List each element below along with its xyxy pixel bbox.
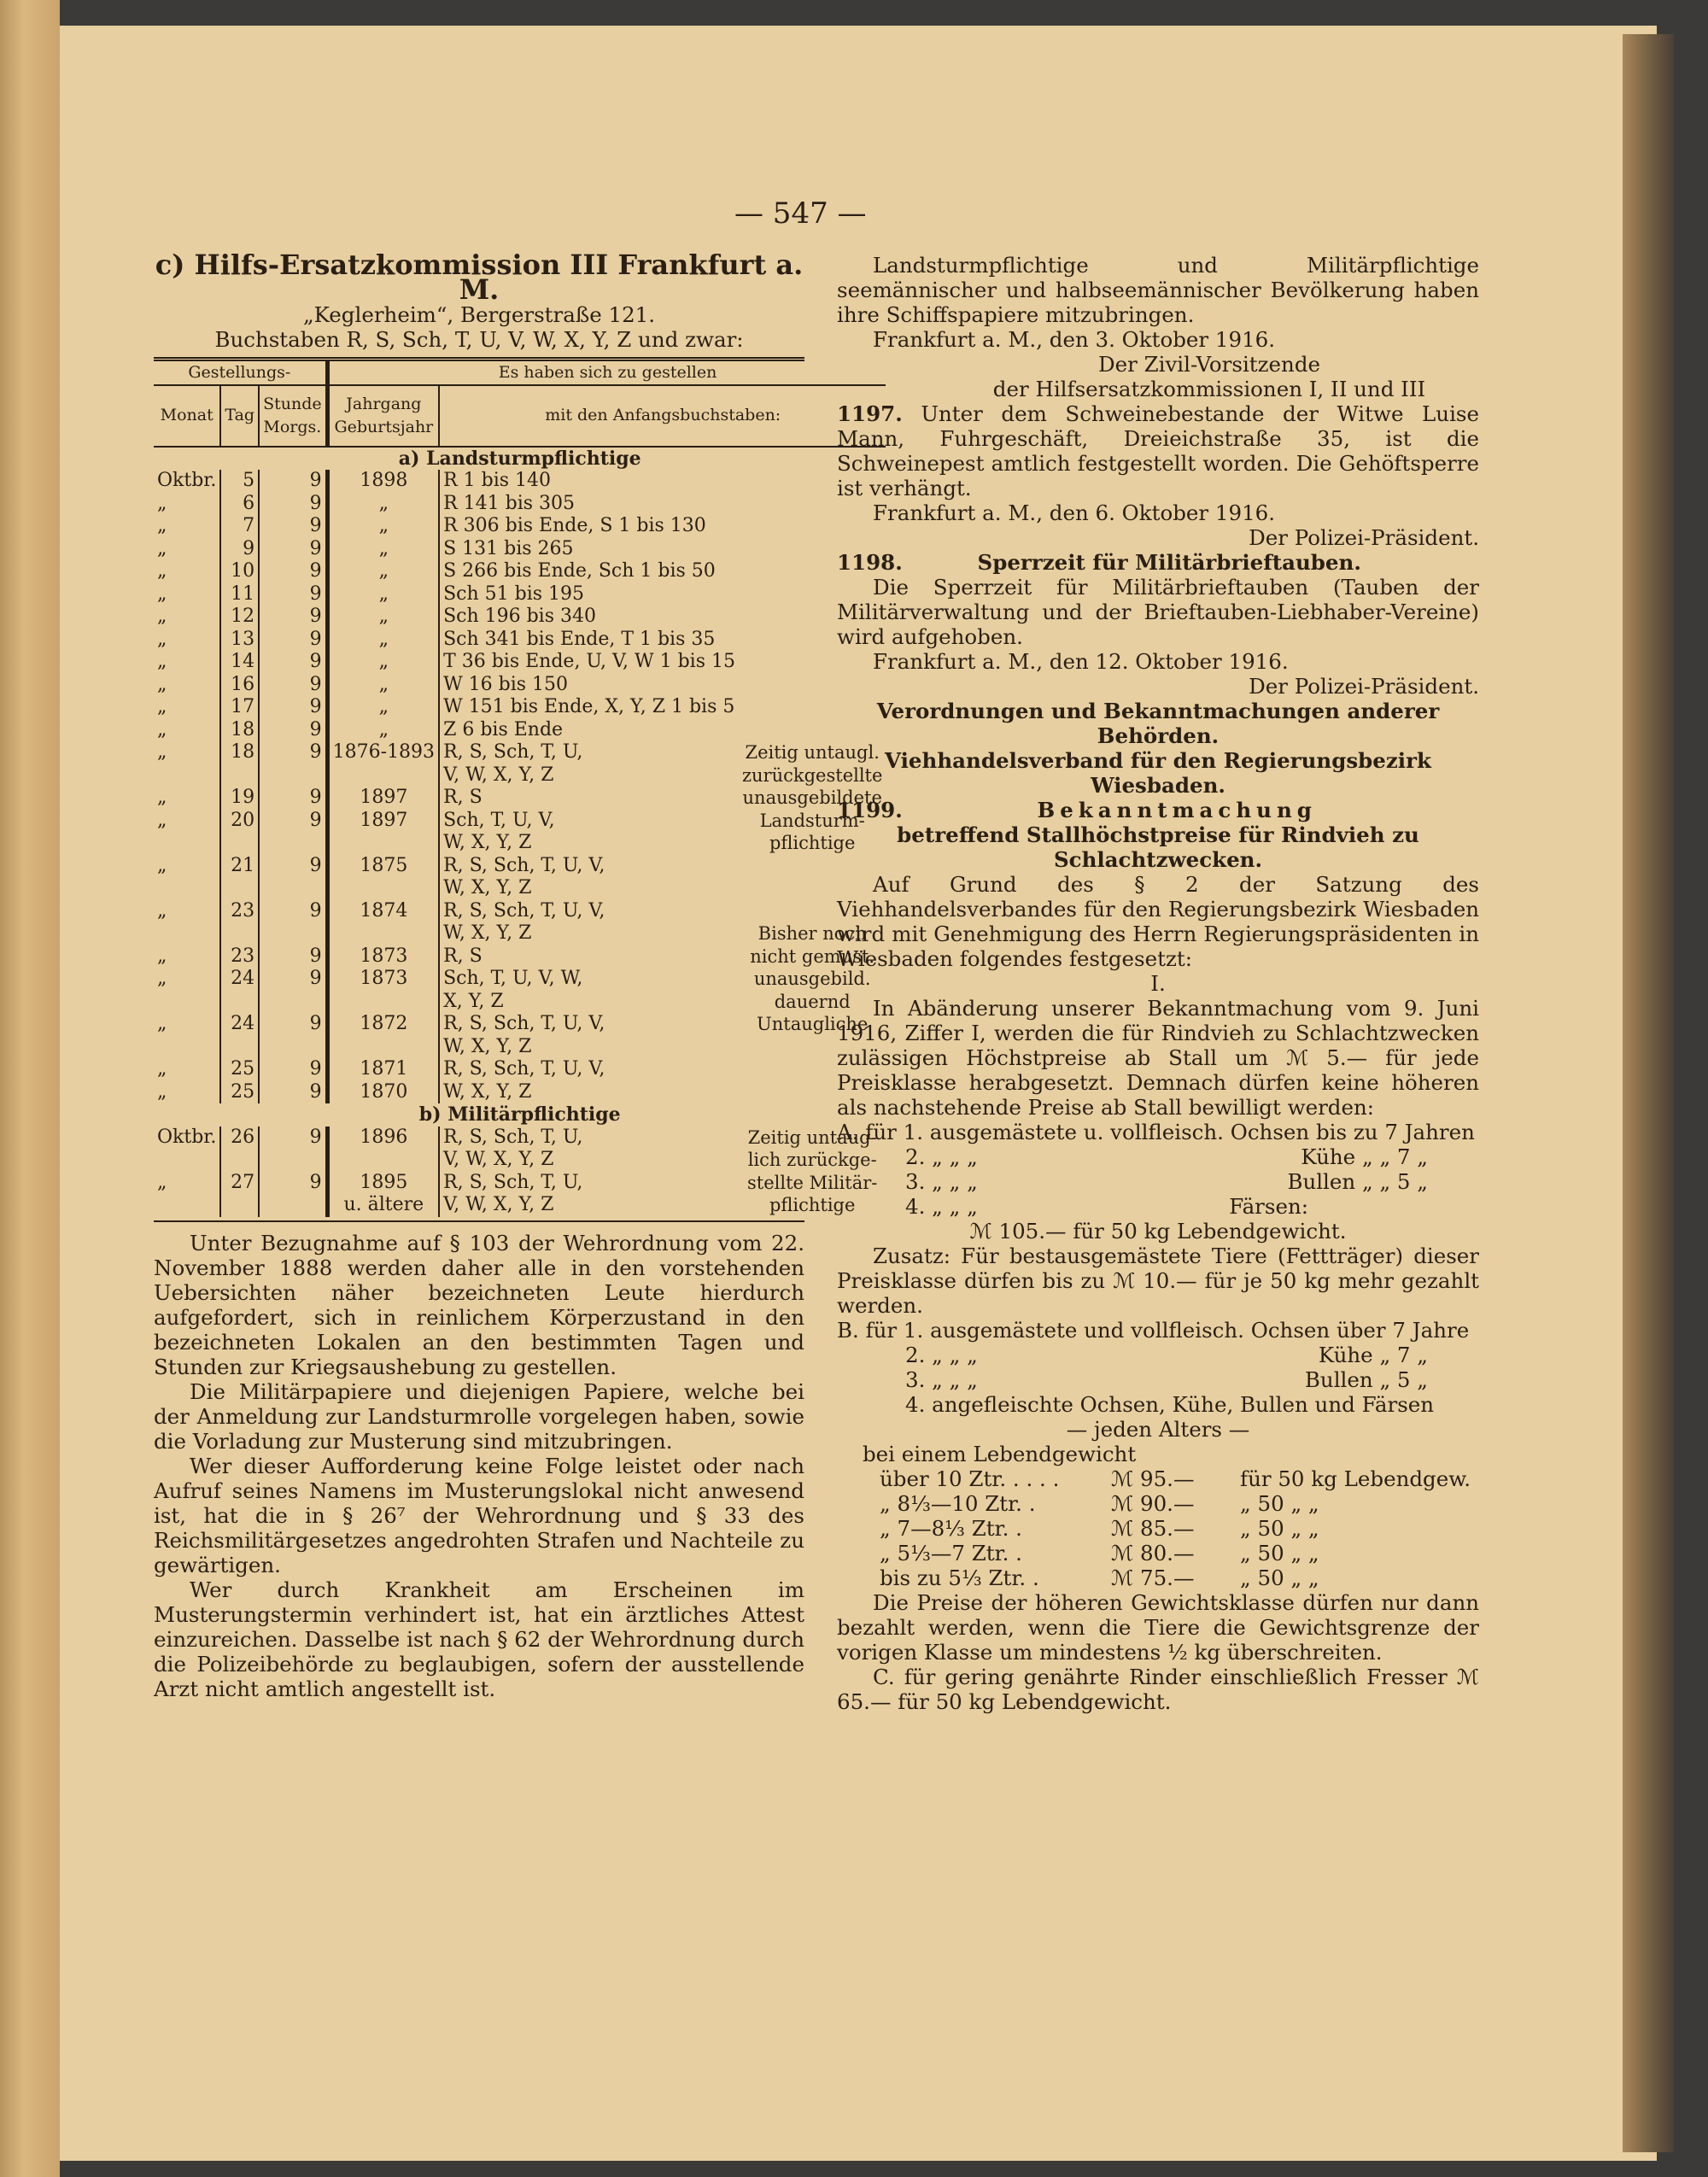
cell-month: „ [157,696,167,717]
cell-letters: Sch 51 bis 195 [439,583,739,606]
weight-row [880,1565,1479,1590]
weight-row [880,1516,1479,1541]
cell-day [220,1036,259,1059]
schedule-row [154,651,886,674]
weight-unit: „ 50 „ „ [1240,1541,1319,1565]
cell-year: „ [327,560,439,583]
cell-hour [259,922,327,945]
cell-year: 1870 [327,1081,439,1104]
cell-note: pflichtige [769,1195,856,1215]
cell-hour: 9 [259,900,327,923]
cell-day: 23 [220,900,259,923]
cell-day: 23 [220,945,259,969]
cell-hour: 9 [259,583,327,606]
cell-day [220,877,259,900]
cell-hour: 9 [259,787,327,810]
cell-year: 1896 [327,1127,439,1150]
weight-class: „ 8⅓—10 Ztr. . [880,1491,1036,1516]
price-a3-left: 3. „ „ „ [905,1169,978,1194]
cell-month [154,877,220,900]
cell-letters: R, S, Sch, T, U, V, [439,900,739,923]
cell-year: 1875 [327,855,439,878]
cell-day: 24 [220,968,259,991]
notice-number-1199: 1199. [837,798,903,822]
price-b2-left: 2. „ „ „ [905,1343,978,1367]
weight-unit: „ 50 „ „ [1240,1565,1319,1590]
cell-month: „ [157,1013,167,1034]
cell-letters: R, S, Sch, T, U, V, [439,855,739,878]
schedule-row [154,855,886,878]
cell-year [327,1036,439,1059]
cell-year [327,991,439,1014]
cell-year: 1876-1893 [327,741,439,764]
section-a-rows [154,470,886,1103]
weight-price: ℳ 75.— [1111,1565,1195,1590]
cell-letters: R 1 bis 140 [439,470,739,493]
price-b3-right: Bullen „ 5 „ [1304,1367,1428,1392]
cell-hour: 9 [259,741,327,764]
cell-month: „ [157,515,167,536]
weight-price: ℳ 80.— [1111,1541,1195,1565]
schedule-row [154,787,886,810]
cell-month [154,764,220,787]
cell-day [220,991,259,1014]
price-a3-right: Bullen „ „ 5 „ [1287,1169,1428,1194]
cell-year: „ [327,493,439,516]
notice-1199-subtitle: betreffend Stallhöchstpreise für Rindvieh zu Schlachtzwecken. [897,822,1419,872]
commission-heading: c) Hilfs-Ersatzkommission III Frankfurt a. M. [155,249,804,306]
cell-year: 1873 [327,968,439,991]
cell-note: unausgebildete [742,787,882,808]
price-a4-right: Färsen: [1229,1194,1308,1219]
cell-month: „ [157,492,167,514]
cell-note: stellte Militär- [747,1172,878,1193]
cell-hour: 9 [259,493,327,516]
weight-unit: „ 50 „ „ [1240,1491,1319,1516]
weight-class: über 10 Ztr. . . . . [880,1466,1060,1491]
weight-class: „ 7—8⅓ Ztr. . [880,1516,1022,1541]
cell-month: „ [157,628,167,650]
cell-year [327,764,439,787]
cell-day: 9 [220,538,259,561]
cell-letters: W, X, Y, Z [439,877,739,900]
cell-note: nicht gemust. [750,945,875,967]
cell-hour: 9 [259,538,327,561]
cell-day: 21 [220,855,259,878]
cell-day: 20 [220,810,259,833]
cell-year: u. ältere [327,1194,439,1217]
schedule-row [154,1058,886,1081]
price-a4 [837,1194,1479,1219]
cell-year: 1897 [327,810,439,833]
price-b3-left: 3. „ „ „ [905,1367,978,1392]
cell-day: 11 [220,583,259,606]
cell-letters: Sch 196 bis 340 [439,606,739,629]
notice-1199-intro: Auf Grund des § 2 der Satzung des Viehhandelsverbandes für den Regierungsbezirk Wiesbaden wird mit Genehmigung des Herrn Regierungspräsidenten in Wiesbaden folgendes festgesetzt: [837,872,1479,971]
cell-letters: R, S, Sch, T, U, [439,741,739,764]
cell-letters: V, W, X, Y, Z [439,1194,739,1217]
price-a1: A. für 1. ausgemästete u. vollfleisch. Ochsen bis zu 7 Jahren [837,1120,1475,1144]
cell-month: Oktbr. [157,1126,217,1148]
cell-note: Zeitig untaug- [747,1127,877,1148]
cell-letters: W, X, Y, Z [439,1081,739,1104]
header-es-haben: Es haben sich zu gestellen [327,361,886,385]
cell-note: unausgebild. [753,969,871,989]
cell-letters: S 266 bis Ende, Sch 1 bis 50 [439,560,739,583]
cell-day: 26 [220,1127,259,1150]
cell-day: 27 [220,1172,259,1195]
page-edges [1623,34,1674,2152]
cell-year: „ [327,651,439,674]
notice-1199-title: Bekanntmachung [1037,798,1317,822]
cell-day: 18 [220,719,259,742]
price-a-value: ℳ 105.— für 50 kg Lebendgewicht. [969,1219,1347,1244]
cell-letters: V, W, X, Y, Z [439,764,739,787]
cell-letters: R, S [439,945,739,969]
schedule-row [154,922,886,945]
cell-year: 1895 [327,1172,439,1195]
table-bottom-rule [154,1220,804,1222]
notice-1197-text: Unter dem Schweinebestande der Witwe Luise Mann, Fuhrgeschäft, Dreieichstraße 35, ist die Schweinepest amtlich festgestellt worden. Die Gehöftsperre ist verhängt. [837,401,1479,500]
price-b2-right: Kühe „ 7 „ [1318,1343,1428,1367]
cell-letters: R, S, Sch, T, U, [439,1127,739,1150]
schedule-row [154,991,886,1014]
schedule-row [154,810,886,833]
header-monat: Monat [154,385,220,447]
paragraph-militaerpapiere: Die Militärpapiere und diejenigen Papiere, welche bei der Anmeldung zur Landsturmrolle vorgelegen haben, sowie die Vorladung zur Musterung sind mitzubringen. [154,1378,804,1454]
cell-day: 14 [220,651,259,674]
price-a2 [837,1144,1479,1169]
schedule-row [154,696,886,719]
cell-month: „ [157,651,167,672]
cell-letters: W, X, Y, Z [439,832,739,855]
cell-letters: R, S, Sch, T, U, V, [439,1013,739,1036]
schedule-row [154,1172,886,1195]
schedule-row [154,560,886,583]
cell-hour [259,832,327,855]
notice-number-1197: 1197. [837,401,903,426]
notice-number-1198: 1198. [837,550,903,575]
cell-day [220,832,259,855]
cell-hour [259,991,327,1014]
cell-day [220,1194,259,1217]
cell-month: „ [157,1080,167,1103]
header-stunde: Stunde Morgs. [259,385,327,447]
schedule-row [154,832,886,855]
cell-day [220,922,259,945]
cell-note: dauernd [774,991,851,1012]
price-a2-right: Kühe „ „ 7 „ [1301,1144,1428,1169]
book-spine [0,0,60,2177]
cell-hour: 9 [259,515,327,538]
cell-hour [259,877,327,900]
cell-hour [259,1149,327,1172]
cell-hour: 9 [259,629,327,652]
cell-day: 12 [220,606,259,629]
cell-day: 19 [220,787,259,810]
schedule-row [154,1194,886,1217]
cell-month: „ [157,809,167,831]
signature-polizei-1: Der Polizei-Präsident. [1249,525,1479,550]
cell-month: „ [157,899,167,922]
cell-year: 1897 [327,787,439,810]
weight-unit: „ 50 „ „ [1240,1516,1319,1541]
schedule-row [154,1127,886,1150]
cell-day: 16 [220,674,259,697]
cell-letters: R 306 bis Ende, S 1 bis 130 [439,515,739,538]
cell-month: „ [157,854,167,876]
weight-unit: für 50 kg Lebendgew. [1240,1466,1471,1491]
cell-day: 6 [220,493,259,516]
cell-year: „ [327,629,439,652]
cell-hour: 9 [259,1013,327,1036]
header-tag: Tag [220,385,259,447]
cell-letters: R, S, Sch, T, U, [439,1172,739,1195]
roman-numeral: I. [1150,971,1166,996]
schedule-row [154,719,886,742]
cell-hour [259,764,327,787]
cell-day: 18 [220,741,259,764]
cell-note: Bisher noch [757,923,867,944]
weight-row [880,1491,1479,1516]
section-b-rows [154,1127,886,1217]
schedule-row [154,470,886,493]
zusatz-text: Zusatz: Für bestausgemästete Tiere (Fettträger) dieser Preisklasse dürfen bis zu ℳ 10.— für je 50 kg mehr gezahlt werden. [837,1244,1479,1318]
cell-letters: X, Y, Z [439,991,739,1014]
cell-year: „ [327,538,439,561]
weight-row [880,1541,1479,1565]
cell-hour: 9 [259,674,327,697]
price-b1: B. für 1. ausgemästete und vollfleisch. Ochsen über 7 Jahre [837,1318,1470,1343]
cell-month: „ [157,718,167,740]
cell-letters: R 141 bis 305 [439,493,739,516]
letters-line: Buchstaben R, S, Sch, T, U, V, W, X, Y, Z und zwar: [214,327,744,352]
price-c: C. für gering genährte Rinder einschließlich Fresser ℳ 65.— für 50 kg Lebendgewicht. [837,1665,1479,1714]
cell-day [220,1149,259,1172]
cell-letters: T 36 bis Ende, U, V, W 1 bis 15 [439,651,739,674]
cell-letters: Sch 341 bis Ende, T 1 bis 35 [439,629,739,652]
page-number: — 547 — [734,196,867,231]
weight-class: bis zu 5⅓ Ztr. . [880,1565,1039,1590]
cell-hour: 9 [259,719,327,742]
cell-hour: 9 [259,606,327,629]
cell-note: Untaugliche [757,1014,869,1034]
schedule-row [154,493,886,516]
cell-year: 1898 [327,470,439,493]
price-a3 [837,1169,1479,1194]
weight-price: ℳ 85.— [1111,1516,1195,1541]
schedule-row [154,538,886,561]
notice-1198-title: Sperrzeit für Militärbrieftauben. [977,550,1361,575]
schedule-row [154,515,886,538]
cell-day: 17 [220,696,259,719]
schedule-table [154,361,886,1217]
schedule-row [154,674,886,697]
cell-year: „ [327,583,439,606]
cell-month: „ [157,560,167,582]
cell-letters: V, W, X, Y, Z [439,1149,739,1172]
schedule-row [154,900,886,923]
cell-letters: Sch, T, U, V, [439,810,739,833]
location-line: „Keglerheim“, Bergerstraße 121. [302,302,656,327]
cell-month [154,991,220,1014]
cell-letters: Sch, T, U, V, W, [439,968,739,991]
cell-letters: W 16 bis 150 [439,674,739,697]
schedule-row [154,583,886,606]
cell-hour: 9 [259,560,327,583]
price-b2 [837,1343,1479,1367]
cell-letters: S 131 bis 265 [439,538,739,561]
cell-hour: 9 [259,1058,327,1081]
weight-row [880,1466,1479,1491]
cell-day: 10 [220,560,259,583]
cell-note: lich zurückge- [747,1150,877,1170]
cell-year: 1871 [327,1058,439,1081]
cell-month: „ [157,1058,167,1080]
cell-month: „ [157,945,167,967]
cell-hour: 9 [259,470,327,493]
cell-hour: 9 [259,945,327,969]
schedule-row [154,629,886,652]
cell-hour: 9 [259,651,327,674]
cell-hour: 9 [259,1172,327,1195]
cell-day [220,764,259,787]
cell-year [327,877,439,900]
paragraph-krankheit: Wer durch Krankheit am Erscheinen im Musterungstermin verhindert ist, hat ein ärztliches Attest einzureichen. Dasselbe ist nach § 62 der Wehrordnung durch die Polizeibehörde zu beglaubigen, sofern der ausstellende Arzt nicht amtlich angestellt ist. [154,1577,804,1701]
cell-year: 1872 [327,1013,439,1036]
cell-month: „ [157,606,167,627]
price-b-intro: bei einem Lebendgewicht [863,1442,1137,1466]
cell-hour [259,1036,327,1059]
weight-price-list [837,1466,1479,1590]
price-a4-left: 4. „ „ „ [905,1194,978,1219]
header-anfangsbuchstaben: mit den Anfangsbuchstaben: [439,385,886,447]
price-b4: 4. angefleischte Ochsen, Kühe, Bullen und Färsen [905,1392,1435,1417]
schedule-row [154,945,886,969]
cell-note: pflichtige [769,833,856,853]
cell-year [327,922,439,945]
schedule-row [154,1149,886,1172]
header-gestellungs: Gestellungs- [154,361,327,385]
cell-year: „ [327,606,439,629]
schedule-row [154,1013,886,1036]
cell-year: „ [327,515,439,538]
cell-year: „ [327,719,439,742]
cell-month: „ [157,787,167,808]
cell-year: 1873 [327,945,439,969]
paragraph-gewichtsgrenze: Die Preise der höheren Gewichtsklasse dürfen nur dann bezahlt werden, wenn die Tiere die Gewichtsgrenze der vorigen Klasse um mindestens ½ kg überschreiten. [837,1590,1479,1665]
cell-year: „ [327,696,439,719]
cell-month: Oktbr. [157,470,217,491]
cell-day: 13 [220,629,259,652]
date-6-oktober: Frankfurt a. M., den 6. Oktober 1916. [873,500,1276,525]
date-12-oktober: Frankfurt a. M., den 12. Oktober 1916. [873,649,1289,674]
cell-letters: Z 6 bis Ende [439,719,739,742]
cell-month [154,1036,220,1059]
schedule-row [154,1081,886,1104]
notice-1198-heading [837,550,1479,575]
cell-hour: 9 [259,1081,327,1104]
cell-day: 25 [220,1081,259,1104]
schedule-row [154,741,886,764]
schedule-row [154,606,886,629]
signature-hilfsersatz: der Hilfsersatzkommissionen I, II und III [992,377,1426,401]
cell-day: 25 [220,1058,259,1081]
cell-letters: W, X, Y, Z [439,922,739,945]
cell-month [154,922,220,945]
price-b4-alters: — jeden Alters — [1066,1417,1250,1442]
cell-note: Zeitig untaugl. [745,742,880,763]
cell-month: „ [157,582,167,605]
cell-letters: R, S, Sch, T, U, V, [439,1058,739,1081]
section-a-heading: a) Landsturmpflichtige [398,447,641,470]
cell-day: 5 [220,470,259,493]
schedule-row [154,968,886,991]
cell-day: 7 [220,515,259,538]
paragraph-aufforderung: Wer dieser Aufforderung keine Folge leistet oder nach Aufruf seines Namens im Musterungslokal nicht anwesend ist, hat die in § 26⁷ der Wehrordnung und § 33 des Reichsmilitärgesetzes angedrohten Strafen und Nachteile zu gewärtigen. [154,1453,804,1577]
cell-month [154,1149,220,1172]
price-a2-left: 2. „ „ „ [905,1144,978,1169]
cell-month: „ [157,673,167,695]
cell-letters: R, S [439,787,739,810]
cell-hour: 9 [259,1127,327,1150]
header-jahrgang: Jahrgang Geburtsjahr [327,385,439,447]
weight-price: ℳ 95.— [1111,1466,1195,1491]
section-verordnungen: Verordnungen und Bekanntmachungen anderer Behörden. [876,699,1440,748]
cell-hour: 9 [259,855,327,878]
cell-month: „ [157,741,167,763]
schedule-row [154,764,886,787]
notice-1199-heading [837,798,1479,822]
cell-hour: 9 [259,810,327,833]
paragraph-seemaennisch: Landsturmpflichtige und Militärpflichtige seemännischer und halbseemännischer Bevölkerung haben ihre Schiffspapiere mitzubringen. [837,253,1479,327]
cell-letters: W, X, Y, Z [439,1036,739,1059]
cell-hour [259,1194,327,1217]
cell-month [154,832,220,855]
schedule-row [154,1036,886,1059]
weight-price: ℳ 90.— [1111,1491,1195,1516]
paragraph-abaenderung: In Abänderung unserer Bekanntmachung vom 9. Juni 1916, Ziffer I, werden die für Rindvieh zu Schlachtzwecken zulässigen Höchstpreise ab Stall um ℳ 5.— für jede Preisklasse herabgesetzt. Demnach dürfen keine höheren als nachstehende Preise ab Stall bewilligt werden: [837,996,1479,1120]
cell-note: Landsturm- [759,810,865,831]
cell-year [327,832,439,855]
cell-year: 1874 [327,900,439,923]
date-3-oktober: Frankfurt a. M., den 3. Oktober 1916. [873,327,1276,352]
cell-month [154,1194,220,1217]
cell-year [327,1149,439,1172]
cell-year: „ [327,674,439,697]
cell-month: „ [157,1171,167,1193]
cell-letters: W 151 bis Ende, X, Y, Z 1 bis 5 [439,696,739,719]
signature-polizei-2: Der Polizei-Präsident. [1249,674,1479,699]
schedule-row [154,877,886,900]
price-b3 [837,1367,1479,1392]
right-column [837,253,1479,1714]
cell-hour: 9 [259,696,327,719]
notice-1197 [837,401,1479,500]
viehhandelsverband-heading: Viehhandelsverband für den Regierungsbezirk Wiesbaden. [885,748,1431,798]
cell-month: „ [157,537,167,559]
section-b-heading: b) Militärpflichtige [418,1103,621,1126]
weight-class: „ 5⅓—7 Ztr. . [880,1541,1022,1565]
cell-month: „ [157,968,167,989]
cell-day: 24 [220,1013,259,1036]
cell-hour: 9 [259,968,327,991]
paragraph-bezugnahme: Unter Bezugnahme auf § 103 der Wehrordnung vom 22. November 1888 werden daher alle in den vorstehenden Uebersichten näher bezeichneten Leute hierdurch aufgefordert, sich in reinlichem Körperzustand in den bezeichneten Lokalen an den bestimmten Tagen und Stunden zur Kriegsaushebung zu gestellen. [154,1230,804,1379]
notice-1198-text: Die Sperrzeit für Militärbrieftauben (Tauben der Militärverwaltung und der Brieftauben-Liebhaber-Vereine) wird aufgehoben. [837,575,1479,649]
cell-note: zurückgestellte [741,764,883,786]
signature-zivil-vorsitzende: Der Zivil-Vorsitzende [1097,352,1321,377]
